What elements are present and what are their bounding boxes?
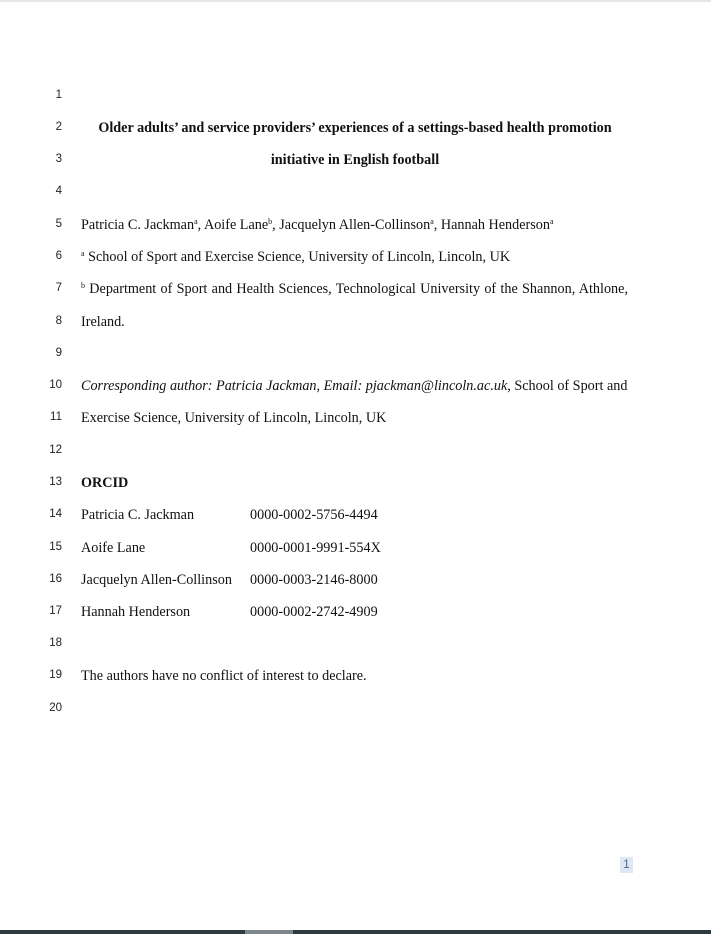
paper-title-line-1: Older adults’ and service providers’ experiences of a settings-based health promotion xyxy=(98,120,612,136)
page-number: 1 xyxy=(620,857,633,873)
author-affiliation-mark: a xyxy=(430,217,434,226)
line-number: 7 xyxy=(55,282,62,294)
corresponding-author-continued: Exercise Science, University of Lincoln, Lincoln, UK xyxy=(81,410,387,426)
author-affiliation-mark: b xyxy=(268,217,273,226)
author-separator: , xyxy=(433,217,441,233)
line-number: 17 xyxy=(49,605,62,617)
line-number: 13 xyxy=(49,476,62,488)
line-number: 1 xyxy=(55,89,62,101)
line-number: 19 xyxy=(49,669,62,681)
orcid-author-name: Jacquelyn Allen-Collinson xyxy=(81,572,232,588)
affiliation-b-continued: Ireland. xyxy=(81,314,125,330)
page-top-border xyxy=(0,0,711,2)
line-number: 11 xyxy=(50,411,62,423)
author-name: Jacquelyn Allen-Collinson xyxy=(279,217,431,233)
author-separator: , xyxy=(272,217,280,233)
line-number: 20 xyxy=(49,702,62,714)
author-name: Patricia C. Jackman xyxy=(81,217,195,233)
author-list xyxy=(81,217,554,233)
orcid-id: 0000-0002-5756-4494 xyxy=(250,507,378,523)
affiliation-text: School of Sport and Exercise Science, University of Lincoln, Lincoln, UK xyxy=(84,249,511,265)
author-affiliation-mark: a xyxy=(194,217,198,226)
line-number: 6 xyxy=(55,250,62,262)
line-number: 14 xyxy=(49,508,62,520)
affiliation-text: Department of Sport and Health Sciences, Technological University of the Shannon, Athlone, xyxy=(85,281,628,297)
orcid-id: 0000-0003-2146-8000 xyxy=(250,572,378,588)
corresponding-author xyxy=(81,378,627,394)
horizontal-scrollbar[interactable] xyxy=(0,930,711,934)
corresponding-author-rest: , School of Sport and xyxy=(507,378,628,394)
orcid-id: 0000-0001-9991-554X xyxy=(250,540,381,556)
line-number: 4 xyxy=(55,185,62,197)
line-number: 9 xyxy=(55,347,62,359)
affiliation-mark: b xyxy=(81,281,85,290)
affiliation-b xyxy=(81,281,628,297)
orcid-author-name: Hannah Henderson xyxy=(81,604,191,620)
line-number: 16 xyxy=(49,573,62,585)
author-name: Hannah Henderson xyxy=(440,217,550,233)
author-name: Aoife Lane xyxy=(203,217,269,233)
line-number: 5 xyxy=(55,218,62,230)
corresponding-author-label: Corresponding author: Patricia Jackman, Email: pjackman@lincoln.ac.uk xyxy=(81,378,508,394)
line-number: 2 xyxy=(55,121,62,133)
line-number: 8 xyxy=(55,315,62,327)
line-number: 18 xyxy=(49,637,62,649)
line-number: 10 xyxy=(49,379,62,391)
orcid-heading: ORCID xyxy=(81,475,129,491)
paper-title-line-2: initiative in English football xyxy=(270,152,440,168)
line-number: 3 xyxy=(55,153,62,165)
orcid-author-name: Patricia C. Jackman xyxy=(81,507,195,523)
scrollbar-thumb[interactable] xyxy=(245,930,293,934)
affiliation-mark: a xyxy=(81,249,85,258)
conflict-of-interest-statement: The authors have no conflict of interest to declare. xyxy=(81,668,367,684)
orcid-author-name: Aoife Lane xyxy=(81,540,146,556)
line-number: 15 xyxy=(49,541,62,553)
orcid-id: 0000-0002-2742-4909 xyxy=(250,604,378,620)
author-separator: , xyxy=(197,217,204,233)
affiliation-a xyxy=(81,249,510,265)
line-number: 12 xyxy=(49,444,62,456)
author-affiliation-mark: a xyxy=(549,217,554,226)
